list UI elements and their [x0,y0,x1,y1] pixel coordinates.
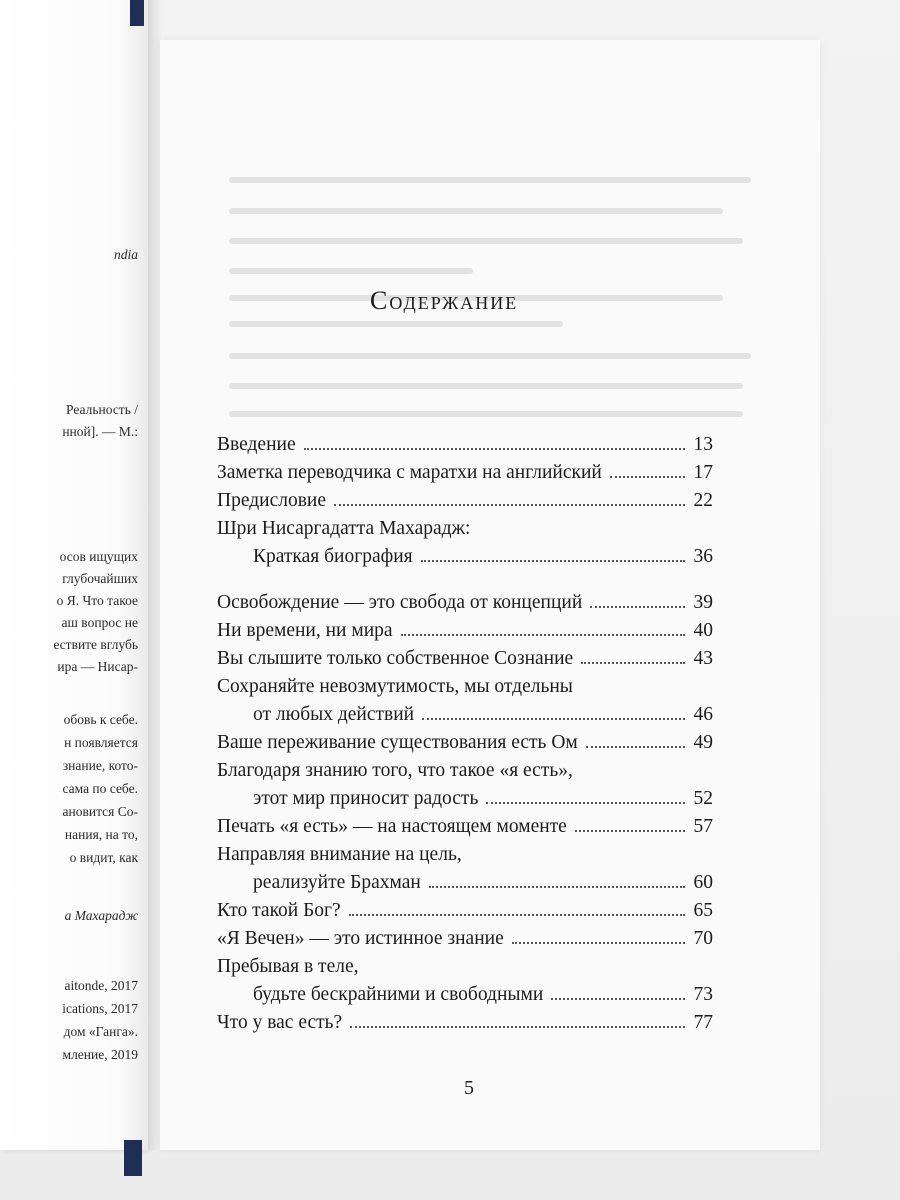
toc-entry [217,484,713,512]
toc-entry [217,754,713,782]
toc-entry [217,670,713,698]
toc-entry-page: 70 [693,928,713,949]
table-of-contents [217,428,713,1034]
toc-entry [217,614,713,642]
toc-entry [217,586,713,614]
toc-entry-title: Введение [217,434,296,455]
toc-entry-title: реализуйте Брахман [253,872,421,893]
toc-entry-title: Печать «я есть» — на настоящем моменте [217,816,567,837]
toc-leader-dots [512,942,685,944]
toc-leader-dots [422,718,685,720]
toc-entry [217,922,713,950]
toc-entry-page: 17 [693,462,713,483]
left-line: знание, кото- [62,758,138,773]
toc-entry [217,978,713,1006]
page-number: 5 [464,1077,474,1099]
left-line: нной]. — М.: [62,424,138,439]
toc-entry-title: Ваше переживание существования есть Ом [217,732,578,753]
left-line: дом «Ганга». [63,1024,138,1039]
page-title: Содержание [370,286,519,315]
toc-entry-page: 73 [693,984,713,1005]
left-line: мление, 2019 [62,1047,138,1062]
left-line: ications, 2017 [62,1001,138,1016]
toc-leader-dots [551,998,685,1000]
toc-leader-dots [486,802,685,804]
toc-entry [217,726,713,754]
toc-leader-dots [350,1026,685,1028]
toc-entry [217,540,713,568]
left-line: а Махарадж [64,908,138,923]
toc-entry-title: Предисловие [217,490,327,511]
toc-entry-page: 43 [693,648,713,669]
toc-leader-dots [401,634,685,636]
toc-entry-title: Вы слышите только собственное Сознание [217,648,574,669]
toc-entry [217,512,713,540]
toc-entry [217,698,713,726]
toc-leader-dots [304,448,685,450]
toc-entry-title: Направляя внимание на цель, [217,844,462,865]
toc-entry-page: 22 [693,490,713,511]
toc-entry-title: Кто такой Бог? [217,900,341,921]
toc-entry [217,1006,713,1034]
toc-entry-title: от любых действий [253,704,415,725]
left-line: обовь к себе. [63,712,138,727]
toc-entry-page: 39 [693,592,713,613]
toc-entry-page: 52 [693,788,713,809]
toc-entry [217,838,713,866]
left-line: глубочайших [62,571,138,586]
left-line: сама по себе. [62,781,138,796]
toc-leader-dots [421,560,685,562]
toc-leader-dots [610,476,685,478]
toc-entry [217,950,713,978]
left-line: нания, на то, [64,827,138,842]
toc-entry-title: Пребывая в теле, [217,956,359,977]
toc-entry [217,456,713,484]
toc-entry-page: 60 [693,872,713,893]
left-line: аш вопрос не [61,615,138,630]
toc-entry-title: Сохраняйте невозмутимость, мы отдельны [217,676,573,697]
left-line: ndia [113,247,138,262]
toc-entry [217,782,713,810]
toc-entry-page: 77 [693,1012,713,1033]
toc-entry [217,866,713,894]
toc-entry-title: Ни времени, ни мира [217,620,393,641]
toc-leader-dots [586,746,685,748]
toc-entry-title: «Я Вечен» — это истинное знание [217,928,504,949]
toc-entry-page: 65 [693,900,713,921]
toc-leader-dots [590,606,685,608]
toc-entry-title: Заметка переводчика с маратхи на английский [217,462,602,483]
toc-leader-dots [575,830,685,832]
toc-leader-dots [349,914,685,916]
toc-leader-dots [581,662,685,664]
toc-entry-title: Освобождение — это свобода от концепций [217,592,583,613]
toc-entry-page: 36 [693,546,713,567]
toc-entry-page: 57 [693,816,713,837]
left-line: н появляется [64,735,138,750]
left-line: о Я. Что такое [56,593,138,608]
toc-entry-page: 13 [693,434,713,455]
left-line: ановится Со- [62,804,138,819]
toc-entry-title: Что у вас есть? [217,1012,343,1033]
toc-entry-title: Благодаря знанию того, что такое «я есть», [217,760,573,781]
toc-entry-title: будьте бескрайними и свободными [253,984,544,1005]
toc-entry [217,810,713,838]
toc-entry-page: 49 [693,732,713,753]
toc-leader-dots [334,504,685,506]
toc-entry [217,894,713,922]
toc-entry [217,428,713,456]
toc-entry-title: Шри Нисаргадатта Махарадж: [217,518,471,539]
toc-entry-title: Краткая биография [253,546,413,567]
left-line: осов ищущих [59,549,138,564]
left-line: ествите вглубь [53,637,138,652]
toc-entry-page: 46 [693,704,713,725]
left-line: о видит, как [69,850,138,865]
left-line: Реальность / [66,402,138,417]
toc-entry-title: этот мир приносит радость [253,788,479,809]
toc-leader-dots [429,886,685,888]
toc-entry [217,642,713,670]
left-line: ира — Нисар- [57,659,138,674]
left-line: aitonde, 2017 [64,978,138,993]
toc-entry-page: 40 [693,620,713,641]
